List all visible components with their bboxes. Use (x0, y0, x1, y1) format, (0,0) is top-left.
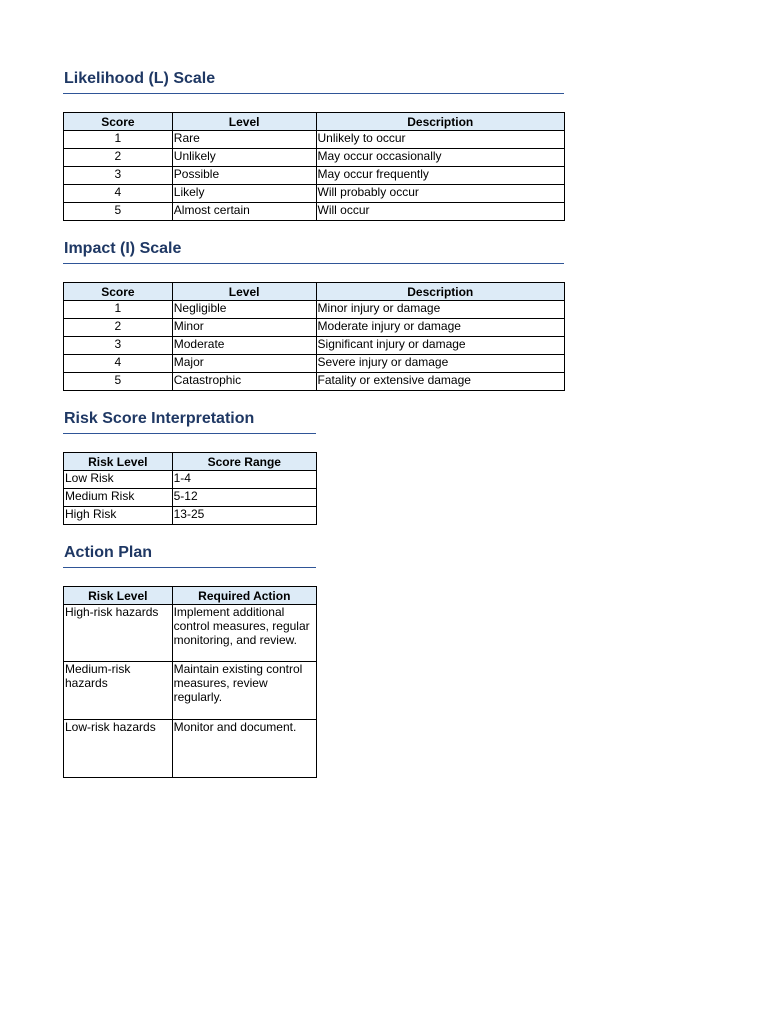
table-row (64, 337, 565, 355)
score-cell: 4 (64, 355, 173, 373)
column-header-level: Level (172, 283, 316, 301)
likelihood-section (63, 70, 565, 221)
score-cell: 2 (64, 319, 173, 337)
score-range-cell: 13-25 (172, 507, 316, 525)
table-header-row (64, 113, 565, 131)
description-cell: Unlikely to occur (316, 131, 565, 149)
level-cell: Rare (172, 131, 316, 149)
risk-level-cell: Low-risk hazards (64, 720, 173, 778)
table-row (64, 507, 317, 525)
level-cell: Negligible (172, 301, 316, 319)
description-cell: Fatality or extensive damage (316, 373, 564, 391)
column-header-risk-level: Risk Level (64, 453, 173, 471)
risk-level-cell: High-risk hazards (64, 605, 173, 662)
column-header-level: Level (172, 113, 316, 131)
table-row (64, 301, 565, 319)
column-header-required-action: Required Action (172, 587, 316, 605)
score-cell: 3 (64, 167, 173, 185)
description-cell: May occur occasionally (316, 149, 565, 167)
description-cell: May occur frequently (316, 167, 565, 185)
table-row (64, 203, 565, 221)
impact-title: Impact (I) Scale (63, 240, 564, 264)
interpretation-section (63, 410, 317, 525)
score-cell: 4 (64, 185, 173, 203)
column-header-description: Description (316, 283, 564, 301)
level-cell: Likely (172, 185, 316, 203)
description-cell: Significant injury or damage (316, 337, 564, 355)
table-row (64, 471, 317, 489)
risk-level-cell: Medium Risk (64, 489, 173, 507)
risk-level-cell: High Risk (64, 507, 173, 525)
table-row (64, 373, 565, 391)
risk-level-cell: Low Risk (64, 471, 173, 489)
description-cell: Will occur (316, 203, 565, 221)
action-plan-title: Action Plan (63, 544, 316, 568)
description-cell: Moderate injury or damage (316, 319, 564, 337)
required-action-cell: Implement additional control measures, regular monitoring, and review. (172, 605, 316, 662)
score-cell: 5 (64, 373, 173, 391)
level-cell: Major (172, 355, 316, 373)
impact-section (63, 240, 565, 391)
table-row (64, 720, 317, 778)
score-range-cell: 5-12 (172, 489, 316, 507)
likelihood-table (63, 112, 565, 221)
risk-level-cell: Medium-risk hazards (64, 662, 173, 720)
score-range-cell: 1-4 (172, 471, 316, 489)
interpretation-table (63, 452, 317, 525)
likelihood-title: Likelihood (L) Scale (63, 70, 564, 94)
action-plan-section (63, 544, 317, 778)
score-cell: 3 (64, 337, 173, 355)
table-header-row (64, 283, 565, 301)
table-row (64, 185, 565, 203)
column-header-risk-level: Risk Level (64, 587, 173, 605)
action-plan-table (63, 586, 317, 778)
score-cell: 1 (64, 131, 173, 149)
level-cell: Possible (172, 167, 316, 185)
level-cell: Moderate (172, 337, 316, 355)
table-row (64, 489, 317, 507)
impact-table (63, 282, 565, 391)
interpretation-title: Risk Score Interpretation (63, 410, 316, 434)
level-cell: Catastrophic (172, 373, 316, 391)
required-action-cell: Monitor and document. (172, 720, 316, 778)
score-cell: 2 (64, 149, 173, 167)
table-row (64, 149, 565, 167)
table-header-row (64, 453, 317, 471)
description-cell: Severe injury or damage (316, 355, 564, 373)
table-row (64, 355, 565, 373)
table-row (64, 167, 565, 185)
table-row (64, 319, 565, 337)
description-cell: Minor injury or damage (316, 301, 564, 319)
column-header-score: Score (64, 283, 173, 301)
table-row (64, 131, 565, 149)
level-cell: Unlikely (172, 149, 316, 167)
level-cell: Almost certain (172, 203, 316, 221)
level-cell: Minor (172, 319, 316, 337)
column-header-description: Description (316, 113, 565, 131)
column-header-score-range: Score Range (172, 453, 316, 471)
column-header-score: Score (64, 113, 173, 131)
table-header-row (64, 587, 317, 605)
description-cell: Will probably occur (316, 185, 565, 203)
score-cell: 1 (64, 301, 173, 319)
score-cell: 5 (64, 203, 173, 221)
table-row (64, 662, 317, 720)
table-row (64, 605, 317, 662)
required-action-cell: Maintain existing control measures, review regularly. (172, 662, 316, 720)
